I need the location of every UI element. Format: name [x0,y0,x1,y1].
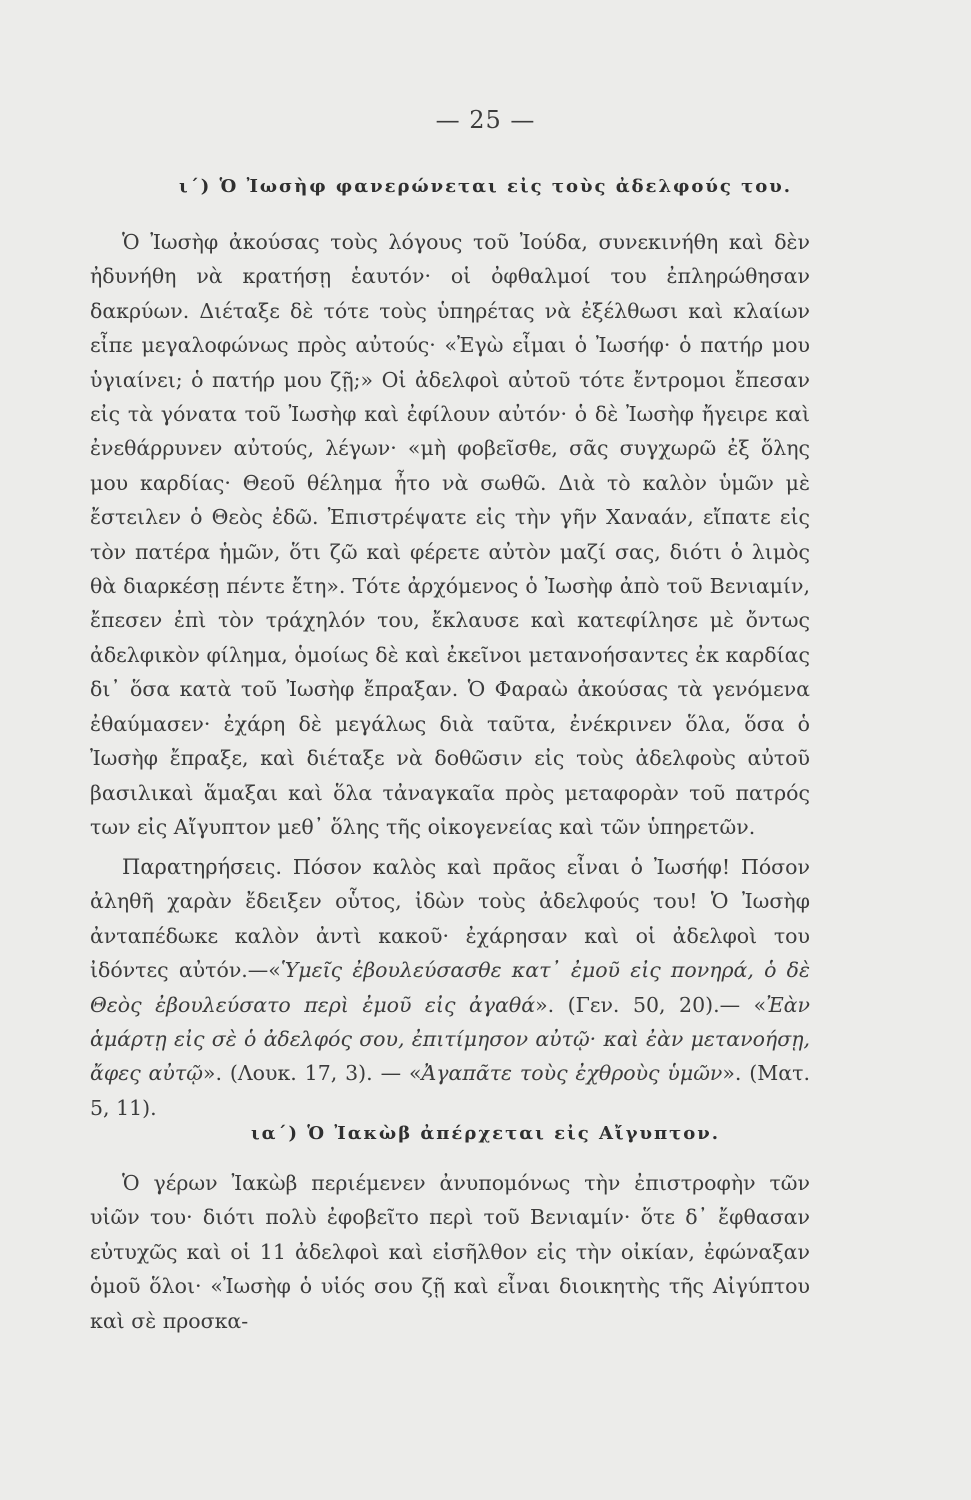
paragraph-text: Ὁ γέρων Ἰακὼβ περιέμενεν ἀνυπομόνως τὴν ἐπιστροφὴν τῶν υἱῶν του· διότι πολὺ ἐφοβεῖτο περὶ τοῦ Βενιαμίν· ὅτε δ᾽ ἔφθασαν εὐτυχῶς καὶ οἱ 11 ἀδελφοὶ καὶ εἰσῆλθον εἰς τὴν οἰκίαν, ἐφώναξαν ὁμοῦ ὅλοι· «Ἰωσὴφ ὁ υἱός σου ζῇ καὶ εἶναι διοικητὴς τῆς Αἰγύπτου καὶ σὲ προσκα- [90,1171,810,1333]
paragraph-jacob-departs [90,1166,810,1338]
scripture-quote: Ἀγαπᾶτε τοὺς ἐχθροὺς ὑμῶν [421,1061,723,1086]
section-heading-jacob-departs: ια΄) Ὁ Ἰακὼβ ἀπέρχεται εἰς Αἴγυπτον. [250,1123,721,1144]
scripture-reference: ». (Λουκ. 17, 3). — « [202,1061,422,1086]
section-heading-joseph-reveals: ι΄) Ὁ Ἰωσὴφ φανερώνεται εἰς τοὺς ἀδελφούς του. [178,176,792,197]
scripture-quote: Ὑμεῖς ἐβουλεύσασθε κατ᾽ ἐμοῦ εἰς πονηρά, ὁ δὲ Θεὸς ἐβουλεύσατο περὶ ἐμοῦ εἰς ἀγαθά [90,958,810,1017]
paragraph-text: Ὁ Ἰωσὴφ ἀκούσας τοὺς λόγους τοῦ Ἰούδα, συνεκινήθη καὶ δὲν ἠδυνήθη νὰ κρατήσῃ ἑαυτόν· οἱ ὀφθαλμοί του ἐπληρώθησαν δακρύων. Διέταξε δὲ τότε τοὺς ὑπηρέτας νὰ ἐξέλθωσι καὶ κλαίων εἶπε μεγαλοφώνως πρὸς αὐτούς· «Ἐγὼ εἶμαι ὁ Ἰωσήφ· ὁ πατήρ μου ὑγιαίνει; ὁ πατήρ μου ζῇ;» Οἱ ἀδελφοὶ αὐτοῦ τότε ἔντρομοι ἔπεσαν εἰς τὰ γόνατα τοῦ Ἰωσὴφ καὶ ἐφίλουν αὐτόν· ὁ δὲ Ἰωσὴφ ἤγειρε καὶ ἐνεθάρρυνεν αὐτούς, λέγων· «μὴ φοβεῖσθε, σᾶς συγχωρῶ ἐξ ὅλης μου καρδίας· Θεοῦ θέλημα ἦτο νὰ σωθῶ. Διὰ τὸ καλὸν ὑμῶν μὲ ἔστειλεν ὁ Θεὸς ἐδῶ. Ἐπιστρέψατε εἰς τὴν γῆν Χαναάν, εἴπατε εἰς τὸν πατέρα ἡμῶν, ὅτι ζῶ καὶ φέρετε αὐτὸν μαζί σας, διότι ὁ λιμὸς θὰ διαρκέσῃ πέντε ἔτη». Τότε ἀρχόμενος ὁ Ἰωσὴφ ἀπὸ τοῦ Βενιαμίν, ἔπεσεν ἐπὶ τὸν τράχηλόν του, ἔκλαυσε καὶ κατεφίλησε μὲ ὄντως ἀδελφικὸν φίλημα, ὁμοίως δὲ καὶ ἐκεῖνοι μετανοήσαντες ἐκ καρδίας δι᾽ ὅσα κατὰ τοῦ Ἰωσὴφ ἔπραξαν. Ὁ Φαραὼ ἀκούσας τὰ γενόμενα ἐθαύμασεν· ἐχάρη δὲ μεγάλως διὰ ταῦτα, ἐνέκρινεν ὅλα, ὅσα ὁ Ἰωσὴφ ἔπραξε, καὶ διέταξε νὰ δοθῶσιν εἰς τοὺς ἀδελφοὺς αὐτοῦ βασιλικαὶ ἅμαξαι καὶ ὅλα τἀναγκαῖα πρὸς μεταφορὰν τοῦ πατρός των εἰς Αἴγυπτον μεθ᾽ ὅλης τῆς οἰκογενείας καὶ τῶν ὑπηρετῶν. [90,230,810,839]
page-number: — 25 — [435,106,536,134]
paragraph-joseph-reveals [90,225,810,844]
scripture-reference: ». (Γεν. 50, 20).— « [535,992,767,1017]
scripture-reference: ». (Ματ. 5, 11). [90,1061,810,1120]
scripture-quote: Ἐὰν ἁμάρτῃ εἰς σὲ ὁ ἀδελφός σου, ἐπιτίμησον αὐτῷ· καὶ ἐὰν μετανοήσῃ, ἄφες αὐτῷ [90,992,810,1086]
paragraph-observations [90,850,810,1125]
observations-label: Παρατηρήσεις. [122,855,283,879]
observations-text: Πόσον καλὸς καὶ πρᾶος εἶναι ὁ Ἰωσήφ! Πόσον ἀληθῆ χαρὰν ἔδειξεν οὗτος, ἰδὼν τοὺς ἀδελφούς του! Ὁ Ἰωσὴφ ἀνταπέδωκε καλὸν ἀντὶ κακοῦ· ἐχάρησαν καὶ οἱ ἀδελφοὶ του ἰδόντες αὐτόν.—« [90,855,810,983]
